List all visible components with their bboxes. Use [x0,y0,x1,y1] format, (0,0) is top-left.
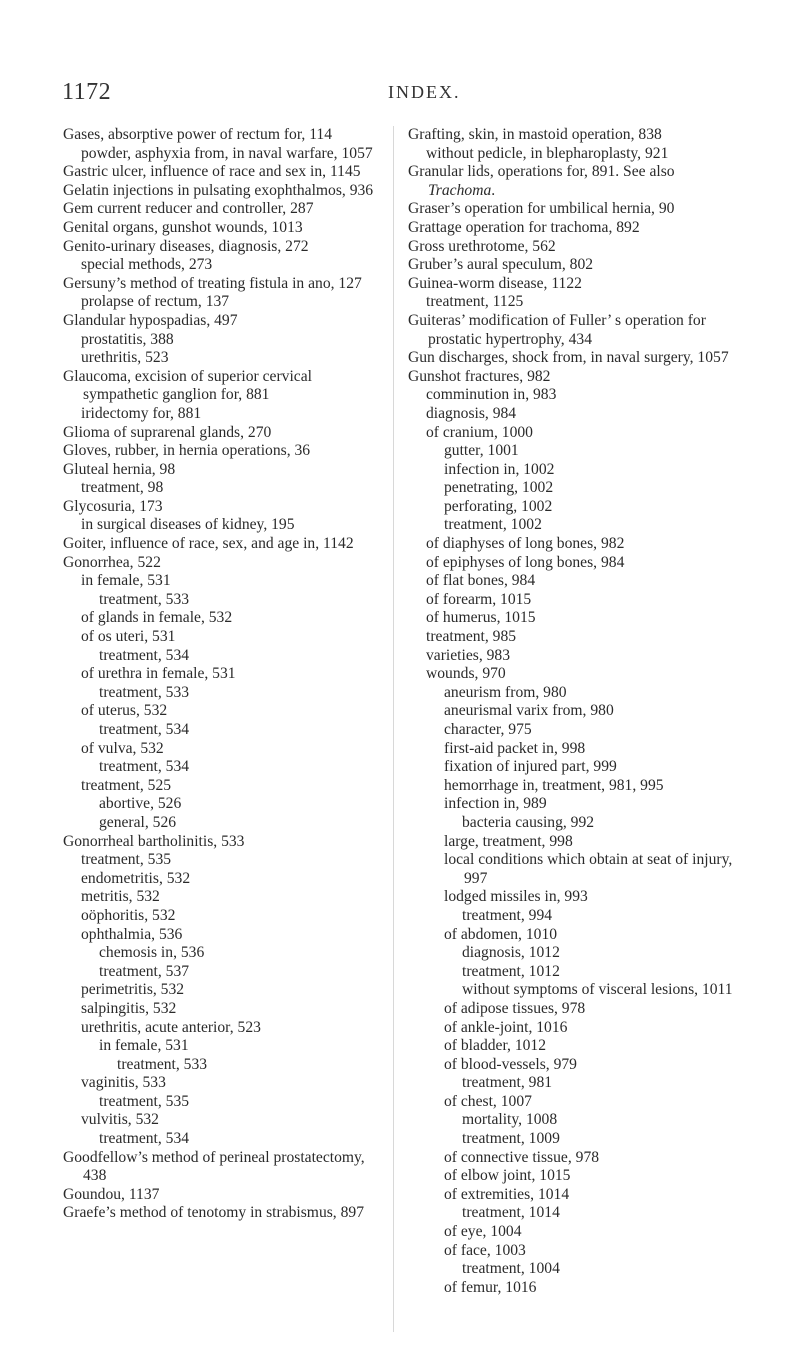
entry-text: in surgical diseases of kidney, 195 [81,516,295,534]
entry-text: of abdomen, 1010 [444,925,558,943]
index-entry [63,442,377,461]
entry-text: general, 526 [99,813,177,831]
entry-text: without pedicle, in blepharoplasty, 921 [426,144,669,162]
index-entry [408,312,733,349]
index-entry [408,349,733,368]
entry-text: Gross urethrotome, 562 [408,237,556,255]
entry-text: Gun discharges, shock from, in naval surgery, 1057 [408,349,729,367]
index-subentry [408,1204,733,1223]
index-subentry [63,1074,377,1093]
index-subentry [63,609,377,628]
index-subentry [63,1111,377,1130]
index-subentry [63,479,377,498]
index-entry [408,368,733,387]
entry-text: treatment, 981 [462,1074,553,1092]
index-subentry [408,795,733,814]
entry-text: Gruber’s aural speculum, 802 [408,256,594,274]
entry-text: vulvitis, 532 [81,1111,159,1129]
entry-text: prostatitis, 388 [81,330,174,348]
entry-text: special methods, 273 [81,256,213,274]
index-subentry [63,256,377,275]
index-subentry [408,145,733,164]
index-entry [63,275,377,294]
index-subentry [408,981,733,1000]
index-subentry [408,758,733,777]
index-subentry [63,628,377,647]
entry-text: large, treatment, 998 [444,832,573,850]
index-entry [63,163,377,182]
index-subentry [408,1223,733,1242]
index-entry [63,498,377,517]
index-subentry [408,554,733,573]
index-subentry [408,1279,733,1298]
entry-text: treatment, 1002 [444,516,542,534]
entry-text: treatment, 1125 [426,293,524,311]
index-subentry [63,516,377,535]
entry-text: treatment, 985 [426,628,517,646]
index-subentry [408,888,733,907]
index-subentry [408,907,733,926]
entry-text: of epiphyses of long bones, 984 [426,553,625,571]
entry-text: treatment, 1009 [462,1130,560,1148]
entry-text: mortality, 1008 [462,1111,558,1129]
entry-text: urethritis, 523 [81,349,169,367]
index-subentry [408,814,733,833]
index-subentry [408,479,733,498]
index-subentry [408,1186,733,1205]
entry-text: of diaphyses of long bones, 982 [426,535,625,553]
index-entry [63,424,377,443]
index-subentry [408,516,733,535]
index-subentry [408,740,733,759]
index-subentry [63,777,377,796]
index-column-right [408,126,733,1297]
running-head: INDEX. [388,82,461,102]
entry-text-end: . [491,181,496,199]
index-subentry [63,665,377,684]
entry-text: fixation of injured part, 999 [444,758,617,776]
index-subentry [408,1056,733,1075]
entry-text: of connective tissue, 978 [444,1148,600,1166]
index-subentry [408,1130,733,1149]
index-subentry [63,1000,377,1019]
index-subentry [63,1130,377,1149]
index-subentry [63,963,377,982]
index-subentry [63,591,377,610]
entry-text: ophthalmia, 536 [81,925,183,943]
entry-text: treatment, 534 [99,646,190,664]
entry-text: treatment, 534 [99,721,190,738]
entry-text: Genito-urinary diseases, diagnosis, 272 [63,237,309,255]
index-subentry [63,814,377,833]
page-number: 1172 [62,79,112,105]
entry-text: of forearm, 1015 [426,590,532,608]
entry-text: of cranium, 1000 [426,423,533,441]
entry-text: treatment, 535 [99,1092,190,1110]
index-subentry [408,1037,733,1056]
entry-text: endometritis, 532 [81,869,191,887]
entry-text: without symptoms of visceral lesions, 1011 [462,981,733,999]
index-subentry [408,386,733,405]
index-entry [63,200,377,219]
index-subentry [63,870,377,889]
index-entry [63,833,377,852]
index-subentry [408,1167,733,1186]
entry-text: treatment, 537 [99,962,190,980]
entry-text: of extremities, 1014 [444,1185,570,1203]
entry-text: of uterus, 532 [81,702,168,720]
entry-text: perforating, 1002 [444,497,553,515]
entry-text: bacteria causing, 992 [462,813,595,831]
entry-text: Grattage operation for trachoma, 892 [408,218,640,236]
entry-text: first-aid packet in, 998 [444,739,586,757]
index-subentry [63,981,377,1000]
entry-text: Goiter, influence of race, sex, and age in, 1142 [63,535,354,553]
entry-text: Goodfellow’s method of perineal prostatectomy, 438 [63,1148,365,1185]
entry-text: Goundou, 1137 [63,1185,160,1203]
entry-text: Gonorrheal bartholinitis, 533 [63,832,245,850]
index-subentry [63,349,377,368]
index-entry [408,238,733,257]
index-entry [408,256,733,275]
entry-text: varieties, 983 [426,646,511,664]
entry-text: of femur, 1016 [444,1278,537,1296]
entry-text: Gersuny’s method of treating fistula in ano, 127 [63,274,362,292]
entry-text: gutter, 1001 [444,442,519,460]
entry-text: Glaucoma, excision of superior cervical sympathetic ganglion for, 881 [63,367,312,404]
entry-text: treatment, 534 [99,1130,190,1148]
entry-text: Gastric ulcer, influence of race and sex in, 1145 [63,163,361,181]
index-subentry [408,1074,733,1093]
index-subentry [408,405,733,424]
entry-text: iridectomy for, 881 [81,404,202,422]
index-entry [63,1204,377,1223]
index-subentry [63,758,377,777]
page-header [62,79,738,107]
index-subentry [408,1149,733,1168]
entry-text: of urethra in female, 531 [81,665,236,683]
entry-text: of elbow joint, 1015 [444,1167,571,1185]
index-subentry [408,535,733,554]
entry-text: Grafting, skin, in mastoid operation, 838 [408,126,662,143]
index-entry [408,275,733,294]
index-entry [63,554,377,573]
entry-text: Granular lids, operations for, 891. See also [408,163,675,181]
index-subentry [63,944,377,963]
entry-text: local conditions which obtain at seat of injury, 997 [444,851,733,887]
index-subentry [408,1019,733,1038]
index-entry [63,1149,377,1186]
index-entry [63,461,377,480]
entry-text: Guinea-worm disease, 1122 [408,274,582,292]
index-entry [408,200,733,219]
entry-text: Genital organs, gunshot wounds, 1013 [63,218,303,236]
index-entry [63,312,377,331]
entry-italic-ref: Trachoma [428,181,492,199]
entry-text: powder, asphyxia from, in naval warfare, 1057 [81,144,373,162]
entry-text: of flat bones, 984 [426,572,536,590]
entry-text: aneurismal varix from, 980 [444,702,614,720]
index-subentry [408,665,733,684]
entry-text: lodged missiles in, 993 [444,888,588,906]
entry-text: treatment, 1012 [462,962,560,980]
index-entry [408,126,733,145]
index-subentry [408,293,733,312]
index-subentry [63,907,377,926]
index-subentry [63,851,377,870]
index-subentry [63,926,377,945]
index-subentry [408,944,733,963]
index-entry [63,219,377,238]
entry-text: oöphoritis, 532 [81,906,176,924]
index-subentry [63,1019,377,1038]
entry-text: treatment, 533 [99,590,190,608]
index-subentry [408,833,733,852]
entry-text: Glandular hypospadias, 497 [63,311,238,329]
index-subentry [63,1056,377,1075]
index-subentry [408,628,733,647]
index-subentry [408,702,733,721]
entry-text: Gonorrhea, 522 [63,553,161,571]
index-subentry [63,405,377,424]
index-subentry [408,424,733,443]
entry-text: of face, 1003 [444,1241,526,1259]
entry-text: treatment, 533 [99,683,190,701]
index-subentry [63,1093,377,1112]
index-subentry [63,145,377,164]
entry-text: of glands in female, 532 [81,609,233,627]
index-subentry [408,498,733,517]
entry-text: penetrating, 1002 [444,479,554,497]
entry-text: in female, 531 [99,1037,189,1055]
index-entry [63,1186,377,1205]
index-subentry [408,1242,733,1261]
entry-text: diagnosis, 1012 [462,944,560,962]
index-subentry [408,609,733,628]
entry-text: Gelatin injections in pulsating exophthalmos, 936 [63,181,374,199]
entry-text: prolapse of rectum, 137 [81,293,230,311]
index-column-left [63,126,377,1223]
index-subentry [408,647,733,666]
index-subentry [63,702,377,721]
index-entry [63,535,377,554]
column-divider [393,126,394,1332]
index-entry [63,182,377,201]
index-entry [63,126,377,145]
entry-text: of bladder, 1012 [444,1037,547,1055]
entry-text: chemosis in, 536 [99,944,205,962]
entry-text: perimetritis, 532 [81,981,185,999]
entry-text: Gluteal hernia, 98 [63,460,176,478]
entry-text: of os uteri, 531 [81,628,176,646]
entry-text: Gloves, rubber, in hernia operations, 36 [63,442,311,460]
entry-text: wounds, 970 [426,665,506,683]
entry-text: Gunshot fractures, 982 [408,367,551,385]
index-subentry [63,740,377,759]
entry-text: in female, 531 [81,572,171,590]
index-subentry [408,926,733,945]
index-subentry [408,591,733,610]
entry-text: treatment, 98 [81,479,164,497]
entry-text: Glioma of suprarenal glands, 270 [63,423,272,441]
entry-text: treatment, 1014 [462,1204,560,1222]
entry-text: comminution in, 983 [426,386,557,404]
index-subentry [408,461,733,480]
index-subentry [408,963,733,982]
entry-text: abortive, 526 [99,795,182,813]
entry-text: Graefe’s method of tenotomy in strabismus, 897 [63,1204,364,1222]
entry-text: metritis, 532 [81,888,160,906]
index-entry [63,238,377,257]
entry-text: treatment, 534 [99,758,190,776]
index-subentry [63,331,377,350]
index-subentry [408,1000,733,1019]
index-subentry [63,647,377,666]
index-entry [408,163,733,200]
entry-text: diagnosis, 984 [426,404,517,422]
index-subentry [63,888,377,907]
index-subentry [408,684,733,703]
entry-text: Guiteras’ modification of Fuller’ s operation for prostatic hypertrophy, 434 [408,311,706,348]
index-subentry [63,721,377,740]
index-subentry [63,293,377,312]
entry-text: infection in, 989 [444,795,547,813]
index-subentry [63,572,377,591]
entry-text: Glycosuria, 173 [63,497,163,515]
entry-text: urethritis, acute anterior, 523 [81,1018,261,1036]
entry-text: treatment, 533 [117,1055,208,1073]
entry-text: of humerus, 1015 [426,609,536,627]
index-subentry [408,572,733,591]
entry-text: of eye, 1004 [444,1223,522,1241]
entry-text: Gem current reducer and controller, 287 [63,200,314,218]
entry-text: treatment, 535 [81,851,172,869]
index-subentry [63,795,377,814]
index-subentry [408,777,733,796]
index-subentry [408,721,733,740]
index-subentry [63,684,377,703]
entry-text: Gases, absorptive power of rectum for, 114 [63,126,333,143]
index-entry [408,219,733,238]
index-subentry [408,1093,733,1112]
entry-text: vaginitis, 533 [81,1074,166,1092]
entry-text: treatment, 1004 [462,1260,560,1278]
entry-text: of vulva, 532 [81,739,164,757]
entry-text: hemorrhage in, treatment, 981, 995 [444,776,664,794]
index-subentry [408,442,733,461]
entry-text: of ankle-joint, 1016 [444,1018,568,1036]
entry-text: treatment, 525 [81,776,172,794]
index-subentry [408,1260,733,1279]
entry-text: of blood-vessels, 979 [444,1055,577,1073]
entry-text: salpingitis, 532 [81,999,177,1017]
entry-text: of chest, 1007 [444,1092,532,1110]
entry-text: Graser’s operation for umbilical hernia, 90 [408,200,675,218]
index-subentry [63,1037,377,1056]
index-entry [63,368,377,405]
entry-text: aneurism from, 980 [444,683,567,701]
index-subentry [408,1111,733,1130]
entry-text: infection in, 1002 [444,460,555,478]
entry-text: treatment, 994 [462,906,553,924]
entry-text: of adipose tissues, 978 [444,999,586,1017]
index-subentry [408,851,733,888]
entry-text: character, 975 [444,721,532,738]
